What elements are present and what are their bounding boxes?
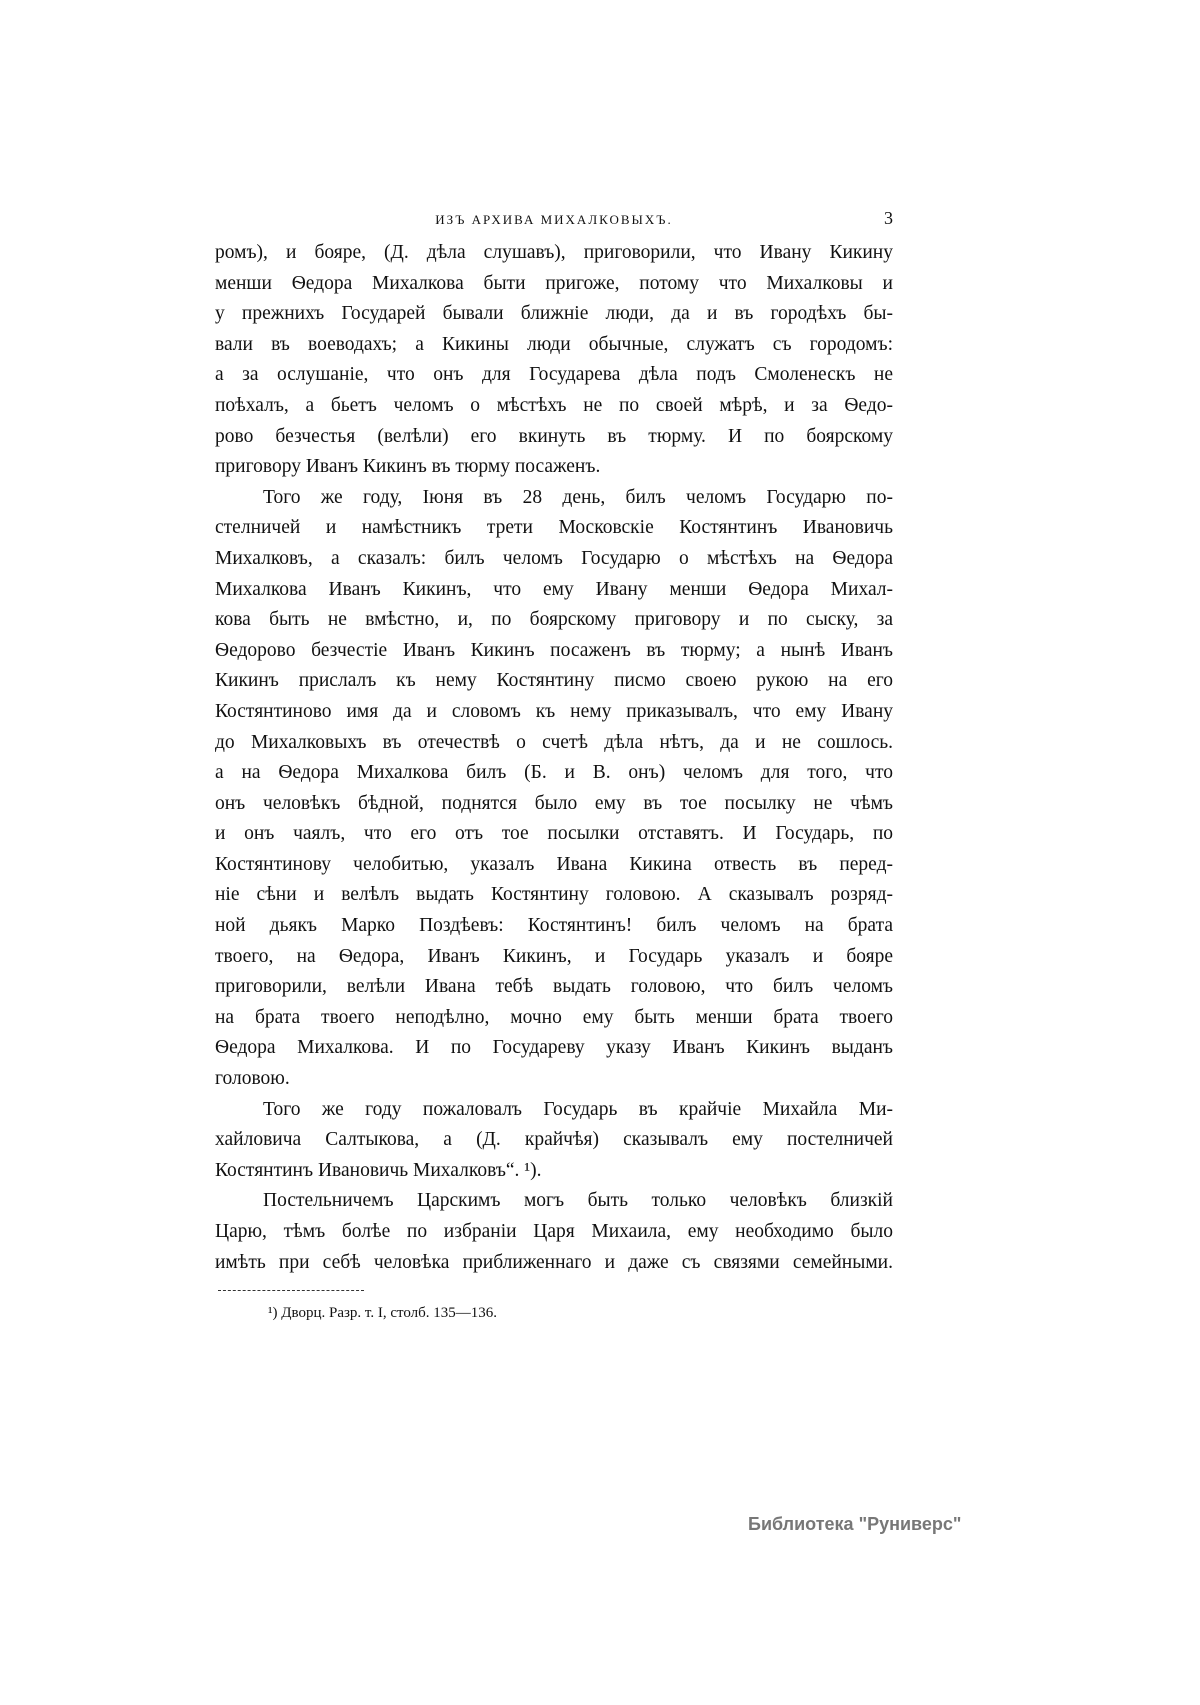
text-line: головою.: [215, 1068, 290, 1090]
text-line: поѣхалъ, а бьетъ челомъ о мѣстѣхъ не по своей мѣрѣ, и за Ѳедо-: [215, 394, 893, 416]
text-line: стелничей и намѣстникъ трети Московскіе Костянтинъ Ивановичь: [215, 517, 893, 539]
text-line: приговору Иванъ Кикинъ въ тюрму посаженъ.: [215, 456, 601, 478]
text-line: Ѳедора Михалкова. И по Государеву указу Иванъ Кикинъ выданъ: [215, 1037, 893, 1059]
text-line: Михалковъ, а сказалъ: билъ челомъ Государю о мѣстѣхъ на Ѳедора: [215, 547, 893, 569]
text-line: Михалкова Иванъ Кикинъ, что ему Ивану менши Ѳедора Михал-: [215, 578, 893, 600]
text-line: ніе сѣни и велѣлъ выдать Костянтину головою. А сказывалъ розряд-: [215, 884, 893, 906]
text-line: рово безчестья (велѣли) его вкинуть въ тюрму. И по боярскому: [215, 425, 893, 447]
text-line: Того же году, Іюня въ 28 день, билъ челомъ Государю по-: [263, 486, 893, 508]
text-line: менши Ѳедора Михалкова быти пригоже, потому что Михалковы и: [215, 272, 893, 294]
text-line: ной дьякъ Марко Поздѣевъ: Костянтинъ! билъ челомъ на брата: [215, 915, 893, 937]
text-line: онъ человѣкъ бѣдной, поднятся было ему въ тое посылку не чѣмъ: [215, 792, 893, 814]
text-line: Костянтинъ Ивановичь Михалковъ“. ¹).: [215, 1159, 542, 1181]
text-line: хайловича Салтыкова, а (Д. крайчѣя) сказывалъ ему постелничей: [215, 1129, 893, 1151]
text-line: до Михалковыхъ въ отечествѣ о счетѣ дѣла нѣтъ, да и не сошлось.: [215, 731, 893, 753]
text-line: а за ослушаніе, что онъ для Государева дѣла подъ Смоленескъ не: [215, 364, 893, 386]
text-line: и онъ чаялъ, что его отъ тое посылки отставятъ. И Государь, по: [215, 823, 893, 845]
text-line: имѣть при себѣ человѣка приближеннаго и даже съ связями семейными.: [215, 1251, 893, 1273]
text-line: ромъ), и бояре, (Д. дѣла слушавъ), приговорили, что Ивану Кикину: [215, 242, 893, 263]
page-number: 3: [884, 208, 893, 228]
text-line: Постельничемъ Царскимъ могъ быть только человѣкъ близкій: [263, 1190, 893, 1212]
running-title: ИЗЪ АРХИВА МИХАЛКОВЫХЪ.: [435, 212, 673, 227]
footnote: ¹) Дворц. Разр. т. I, столб. 135—136.: [268, 1305, 498, 1321]
body-text: [215, 238, 893, 1278]
text-line: Костянтинову челобитью, указалъ Ивана Кикина отвесть въ перед-: [215, 853, 893, 875]
text-line: вали въ воеводахъ; а Кикины люди обычные, служатъ съ городомъ:: [215, 333, 893, 355]
text-line: а на Ѳедора Михалкова билъ (Б. и В. онъ) челомъ для того, что: [215, 762, 893, 784]
text-line: Ѳедорово безчестіе Иванъ Кикинъ посаженъ въ тюрму; а нынѣ Иванъ: [215, 639, 893, 661]
text-line: на брата твоего неподѣлно, мочно ему быть менши брата твоего: [215, 1006, 893, 1028]
text-line: Костянтиново имя да и словомъ къ нему приказывалъ, что ему Ивану: [215, 700, 893, 722]
footnote-divider: [218, 1290, 364, 1291]
text-line: приговорили, велѣли Ивана тебѣ выдать головою, что билъ челомъ: [215, 976, 893, 998]
text-line: Царю, тѣмъ болѣе по избраніи Царя Михаила, ему необходимо было: [215, 1221, 893, 1242]
text-line: Того же году пожаловалъ Государь въ крайчіе Михайла Ми-: [263, 1098, 893, 1120]
text-line: кова быть не вмѣстно, и, по боярскому приговору и по сыску, за: [215, 609, 893, 631]
page-header: [215, 208, 893, 232]
library-watermark: Библиотека "Руниверс": [748, 1514, 962, 1534]
text-line: твоего, на Ѳедора, Иванъ Кикинъ, и Государь указалъ и бояре: [215, 945, 893, 967]
text-line: у прежнихъ Государей бывали ближніе люди, да и въ городѣхъ бы-: [215, 303, 893, 325]
text-line: Кикинъ прислалъ къ нему Костянтину писмо своею рукою на его: [215, 670, 893, 692]
